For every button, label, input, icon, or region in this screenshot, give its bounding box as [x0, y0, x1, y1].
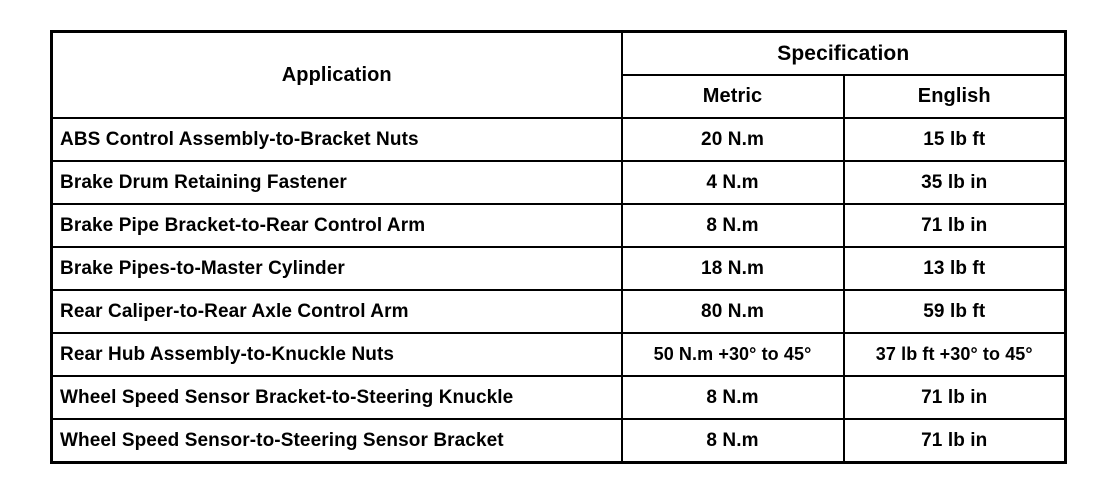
cell-english: [844, 247, 1066, 290]
cell-application: [52, 118, 622, 161]
header-specification-label: Specification: [777, 41, 910, 65]
english-value: 37 lb ft +30° to 45°: [875, 344, 1033, 364]
cell-english: [844, 333, 1066, 376]
torque-specifications-table-wrapper: [50, 30, 1064, 464]
english-value: 59 lb ft: [923, 300, 986, 322]
header-english-label: English: [917, 85, 991, 107]
cell-application: [52, 204, 622, 247]
english-value: 71 lb in: [921, 429, 988, 451]
english-value: 35 lb in: [921, 171, 988, 193]
header-application: [52, 32, 622, 119]
header-english: [844, 75, 1066, 118]
cell-application: [52, 376, 622, 419]
english-value: 15 lb ft: [923, 128, 986, 150]
table-row: [52, 247, 1066, 290]
cell-english: [844, 376, 1066, 419]
cell-application: [52, 419, 622, 463]
table-row: [52, 333, 1066, 376]
table-row: [52, 204, 1066, 247]
application-value: Rear Hub Assembly-to-Knuckle Nuts: [60, 343, 395, 365]
cell-metric: [622, 118, 844, 161]
table-header-row-top: [52, 32, 1066, 76]
table-row: [52, 118, 1066, 161]
cell-english: [844, 290, 1066, 333]
metric-value: 18 N.m: [701, 257, 764, 279]
table-row: [52, 161, 1066, 204]
table-row: [52, 376, 1066, 419]
header-application-label: Application: [281, 63, 392, 86]
torque-specifications-table: [50, 30, 1067, 464]
metric-value: 80 N.m: [701, 300, 764, 322]
cell-metric: [622, 419, 844, 463]
header-metric: [622, 75, 844, 118]
application-value: Rear Caliper-to-Rear Axle Control Arm: [60, 300, 409, 322]
cell-metric: [622, 333, 844, 376]
cell-english: [844, 118, 1066, 161]
english-value: 71 lb in: [921, 214, 988, 236]
metric-value: 20 N.m: [701, 128, 764, 150]
metric-value: 4 N.m: [706, 171, 759, 193]
cell-english: [844, 161, 1066, 204]
metric-value: 8 N.m: [706, 429, 759, 451]
application-value: Wheel Speed Sensor-to-Steering Sensor Bracket: [60, 429, 504, 451]
cell-application: [52, 247, 622, 290]
application-value: Wheel Speed Sensor Bracket-to-Steering Knuckle: [60, 386, 514, 408]
application-value: Brake Pipe Bracket-to-Rear Control Arm: [60, 214, 426, 236]
application-value: ABS Control Assembly-to-Bracket Nuts: [60, 128, 419, 150]
metric-value: 8 N.m: [706, 386, 759, 408]
cell-metric: [622, 204, 844, 247]
cell-metric: [622, 376, 844, 419]
application-value: Brake Drum Retaining Fastener: [60, 171, 347, 193]
cell-application: [52, 161, 622, 204]
application-value: Brake Pipes-to-Master Cylinder: [60, 257, 345, 279]
metric-value: 50 N.m +30° to 45°: [653, 344, 812, 364]
english-value: 13 lb ft: [923, 257, 986, 279]
table-row: [52, 419, 1066, 463]
cell-metric: [622, 247, 844, 290]
english-value: 71 lb in: [921, 386, 988, 408]
cell-english: [844, 204, 1066, 247]
cell-application: [52, 290, 622, 333]
cell-metric: [622, 290, 844, 333]
metric-value: 8 N.m: [706, 214, 759, 236]
cell-metric: [622, 161, 844, 204]
table-row: [52, 290, 1066, 333]
header-metric-label: Metric: [702, 85, 763, 107]
cell-application: [52, 333, 622, 376]
cell-english: [844, 419, 1066, 463]
header-specification: [622, 32, 1066, 76]
